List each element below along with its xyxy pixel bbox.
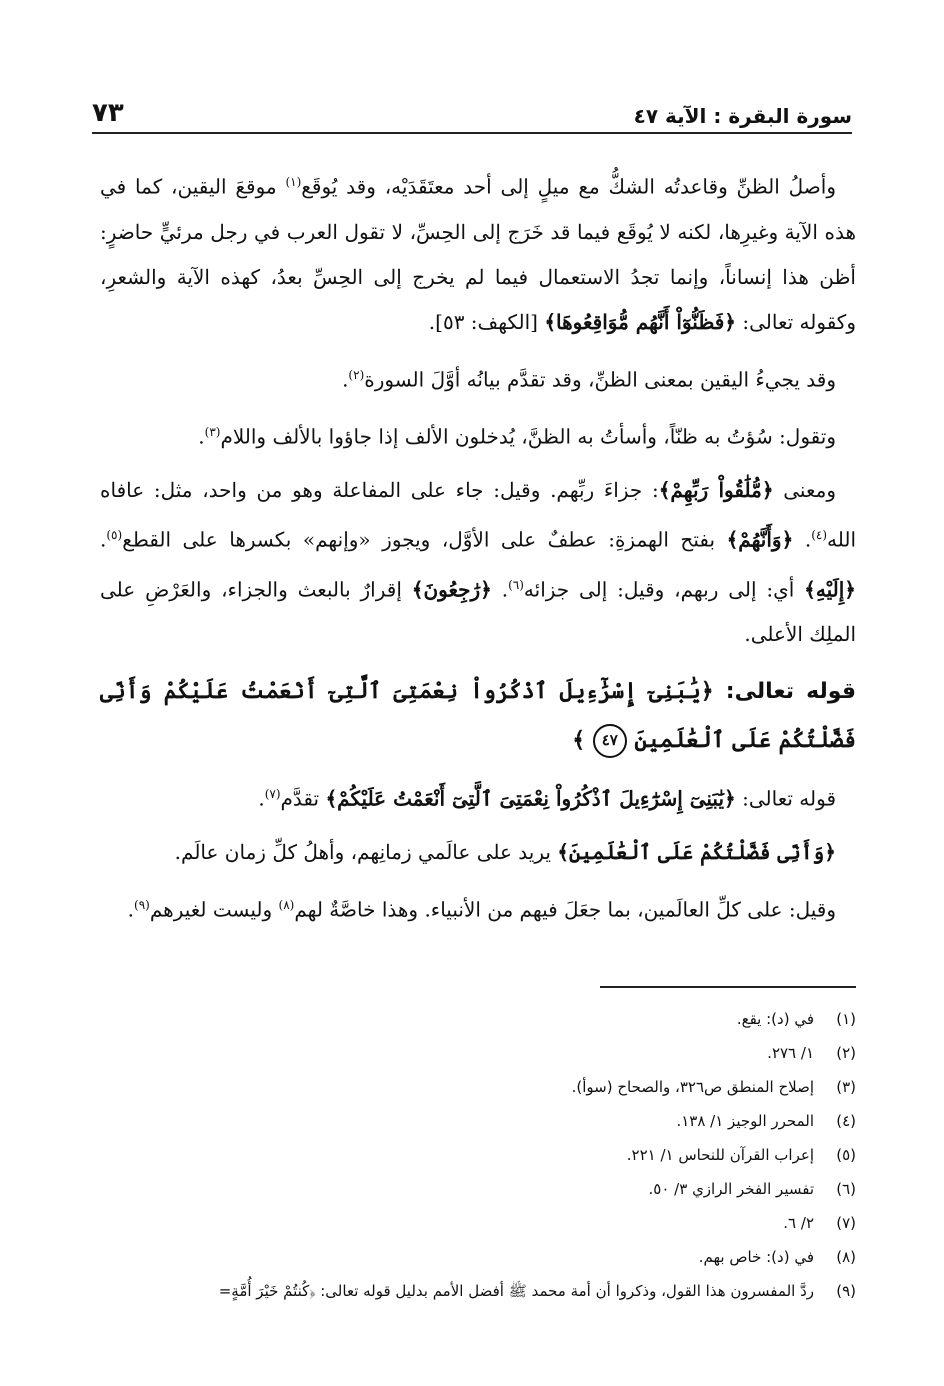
footnote-item xyxy=(92,1240,856,1274)
footnote-text: ردَّ المفسرون هذا القول، وذكروا أن أمة محمد ﷺ أفضل الأمم بدليل قوله تعالى: ﴿كُنتُمْ خَيْرَ أُمَّةٍ= xyxy=(218,1282,814,1300)
quran-quote: ﴿مُّلَٰقُواْ رَبِّهِمْ﴾ xyxy=(658,477,774,502)
paragraph-text: . xyxy=(342,367,349,392)
footnote-ref: (٧) xyxy=(264,787,281,802)
paragraph-text: وقيل: على كلِّ العالَمين، بما جعَلَ فيهم من الأنبياء. وهذا خاصَّةٌ لهم xyxy=(294,897,836,922)
footnote-ref: (٥) xyxy=(106,527,123,542)
paragraph-text: . xyxy=(491,577,509,602)
paragraph-text: بفتح الهمزةِ: عطفٌ على الأوَّل، ويجوز «وإنهم» بكسرها على القطع xyxy=(122,527,727,552)
paragraph-text: إقرارٌ بالبعث والجزاء، والعَرْضِ على الملِك الأعلى. xyxy=(100,577,856,647)
footnote-text: في (د): يقع. xyxy=(736,1010,814,1028)
paragraph-text: . xyxy=(258,786,265,811)
footnote-item xyxy=(92,1138,856,1172)
footnote-separator xyxy=(600,986,856,988)
paragraph xyxy=(100,160,856,345)
paragraph-text: . xyxy=(127,897,135,922)
ayah-number-marker: ٤٧ xyxy=(593,724,627,758)
quran-quote: ﴿يَٰبَنِىٓ إِسْرَٰٓءِيلَ ٱذْكُرُواْ نِعْمَتِىَ ٱلَّتِىٓ أَنْعَمْتُ عَلَيْكُمْ﴾ xyxy=(325,786,736,811)
footnote-ref: (٤) xyxy=(811,527,828,542)
quran-quote: ﴿إِلَيْهِ﴾ xyxy=(804,577,857,602)
quran-quote: ﴿رَٰجِعُونَ﴾ xyxy=(411,577,492,602)
quran-quote: ﴿وَأَنَّهُمْ﴾ xyxy=(726,527,794,552)
paragraphs-group-2 xyxy=(100,772,856,932)
footnote-number: (٦) xyxy=(836,1180,856,1198)
page-number: ٧٣ xyxy=(92,98,124,128)
paragraph xyxy=(100,883,856,933)
footnote-ref: (٢) xyxy=(348,367,365,382)
quran-quote: ﴿فَظَنُّوٓاْ أَنَّهُم مُّوَاقِعُوهَا﴾ xyxy=(544,309,737,334)
footnote-number: (٢) xyxy=(836,1044,856,1062)
paragraph-text: موقعَ اليقين، كما في هذه الآية وغيرِها، لكنه لا يُوقَع فيما قد خَرَج إلى الحِسِّ، لا تقول العرب في رجل مرئيٍّ حاضرٍ: أظن هذا إنساناً، وإنما تجدُ الاستعمال فيما لم يخرج إلى الحِسِّ بعدُ، كهذه الآية والشعرِ، وكقوله تعالى: xyxy=(100,174,856,334)
footnote-item xyxy=(92,1104,856,1138)
footnote-text: تفسير الفخر الرازي ٣/ ٥٠. xyxy=(648,1180,814,1198)
verse-close-bracket: ﴾ xyxy=(572,727,586,754)
footnote-ref: (٨) xyxy=(278,897,295,912)
paragraph-text: . xyxy=(100,527,107,552)
footnote-text: ١/ ٢٧٦. xyxy=(767,1044,814,1062)
paragraph-text: ومعنى xyxy=(773,477,836,502)
paragraph-text: أي: إلى ربهم، وقيل: إلى جزائه xyxy=(523,577,805,602)
footnote-text: إصلاح المنطق ص٣٢٦، والصحاح (سوأ). xyxy=(571,1078,814,1096)
verse-text: ﴿يَٰبَنِىٓ إِسْرَٰٓءِيلَ ٱذْكُرُواْ نِعْمَتِىَ ٱلَّتِىٓ أَنْعَمْتُ عَلَيْكُمْ وَأَنِّى فَضَّلْتُكُمْ عَلَى ٱلْعَٰلَمِينَ xyxy=(100,678,856,754)
paragraph xyxy=(100,772,856,822)
footnote-item xyxy=(92,1036,856,1070)
verse-heading-lead: قوله تعالى: xyxy=(725,679,856,705)
footnote-text: في (د): خاص بهم. xyxy=(698,1248,814,1266)
footnote-ref: (٩) xyxy=(134,897,150,912)
footnote-number: (٧) xyxy=(836,1214,856,1232)
paragraph-text: [الكهف: ٥٣]. xyxy=(428,309,545,334)
paragraph-text: وتقول: سُؤتُ به ظنّاً، وأسأتُ به الظنَّ، يُدخلون الألف إذا جاؤوا بالألف واللام xyxy=(220,424,836,449)
paragraph-text: وليست لغيرهم xyxy=(149,897,279,922)
footnote-number: (٩) xyxy=(836,1282,856,1300)
paragraph-text: . xyxy=(198,424,205,449)
footnote-item xyxy=(92,1206,856,1240)
footnote-item xyxy=(92,1002,856,1036)
paragraph-text: قوله تعالى: xyxy=(735,786,836,811)
paragraph-text: وأصلُ الظنِّ وقاعدتُه الشكُّ مع ميلٍ إلى أحد معتَقَدَيْه، وقد يُوقَع xyxy=(301,174,836,199)
paragraph xyxy=(100,830,856,875)
paragraph-text: تقدَّم xyxy=(280,786,326,811)
running-title: سورة البقرة : الآية ٤٧ xyxy=(633,104,852,128)
paragraph xyxy=(100,468,856,657)
footnote-item xyxy=(92,1274,856,1308)
footnote-text: إعراب القرآن للنحاس ١/ ٢٢١. xyxy=(626,1146,814,1164)
footnote-number: (٥) xyxy=(836,1146,856,1164)
paragraph-text: وقد يجيءُ اليقين بمعنى الظنِّ، وقد تقدَّم بيانُه أوَّلَ السورة xyxy=(364,367,836,392)
footnotes xyxy=(92,1002,856,1308)
paragraph-text: . xyxy=(793,527,812,552)
footnote-text: ٢/ ٦. xyxy=(783,1214,814,1232)
footnote-number: (١) xyxy=(836,1010,856,1028)
verse-heading xyxy=(100,667,856,764)
paragraphs-group-1 xyxy=(100,160,856,657)
footnote-number: (٤) xyxy=(836,1112,856,1130)
header-rule xyxy=(92,132,852,134)
footnote-item xyxy=(92,1070,856,1104)
footnote-ref: (٣) xyxy=(204,425,221,440)
footnote-number: (٨) xyxy=(836,1248,856,1266)
footnote-ref: (٦) xyxy=(508,577,524,592)
footnote-number: (٣) xyxy=(836,1078,856,1096)
page-header xyxy=(92,88,852,128)
footnote-ref: (١) xyxy=(285,175,302,189)
quran-quote: ﴿وَأَنِّى فَضَّلْتُكُمْ عَلَى ٱلْعَٰلَمِينَ﴾ xyxy=(557,839,836,864)
paragraph xyxy=(100,353,856,403)
paragraph-text: يريد على عالَمي زمانِهم، وأهلُ كلِّ زمان عالَم. xyxy=(174,839,558,864)
footnote-text: المحرر الوجيز ١/ ١٣٨. xyxy=(676,1112,814,1130)
footnote-item xyxy=(92,1172,856,1206)
paragraph-text: : جزاءَ ربِّهم. وقيل: جاء على المفاعلة وهو من واحد، مثل: عافاه الله xyxy=(100,477,857,552)
paragraph xyxy=(100,410,856,460)
main-text xyxy=(100,160,856,941)
